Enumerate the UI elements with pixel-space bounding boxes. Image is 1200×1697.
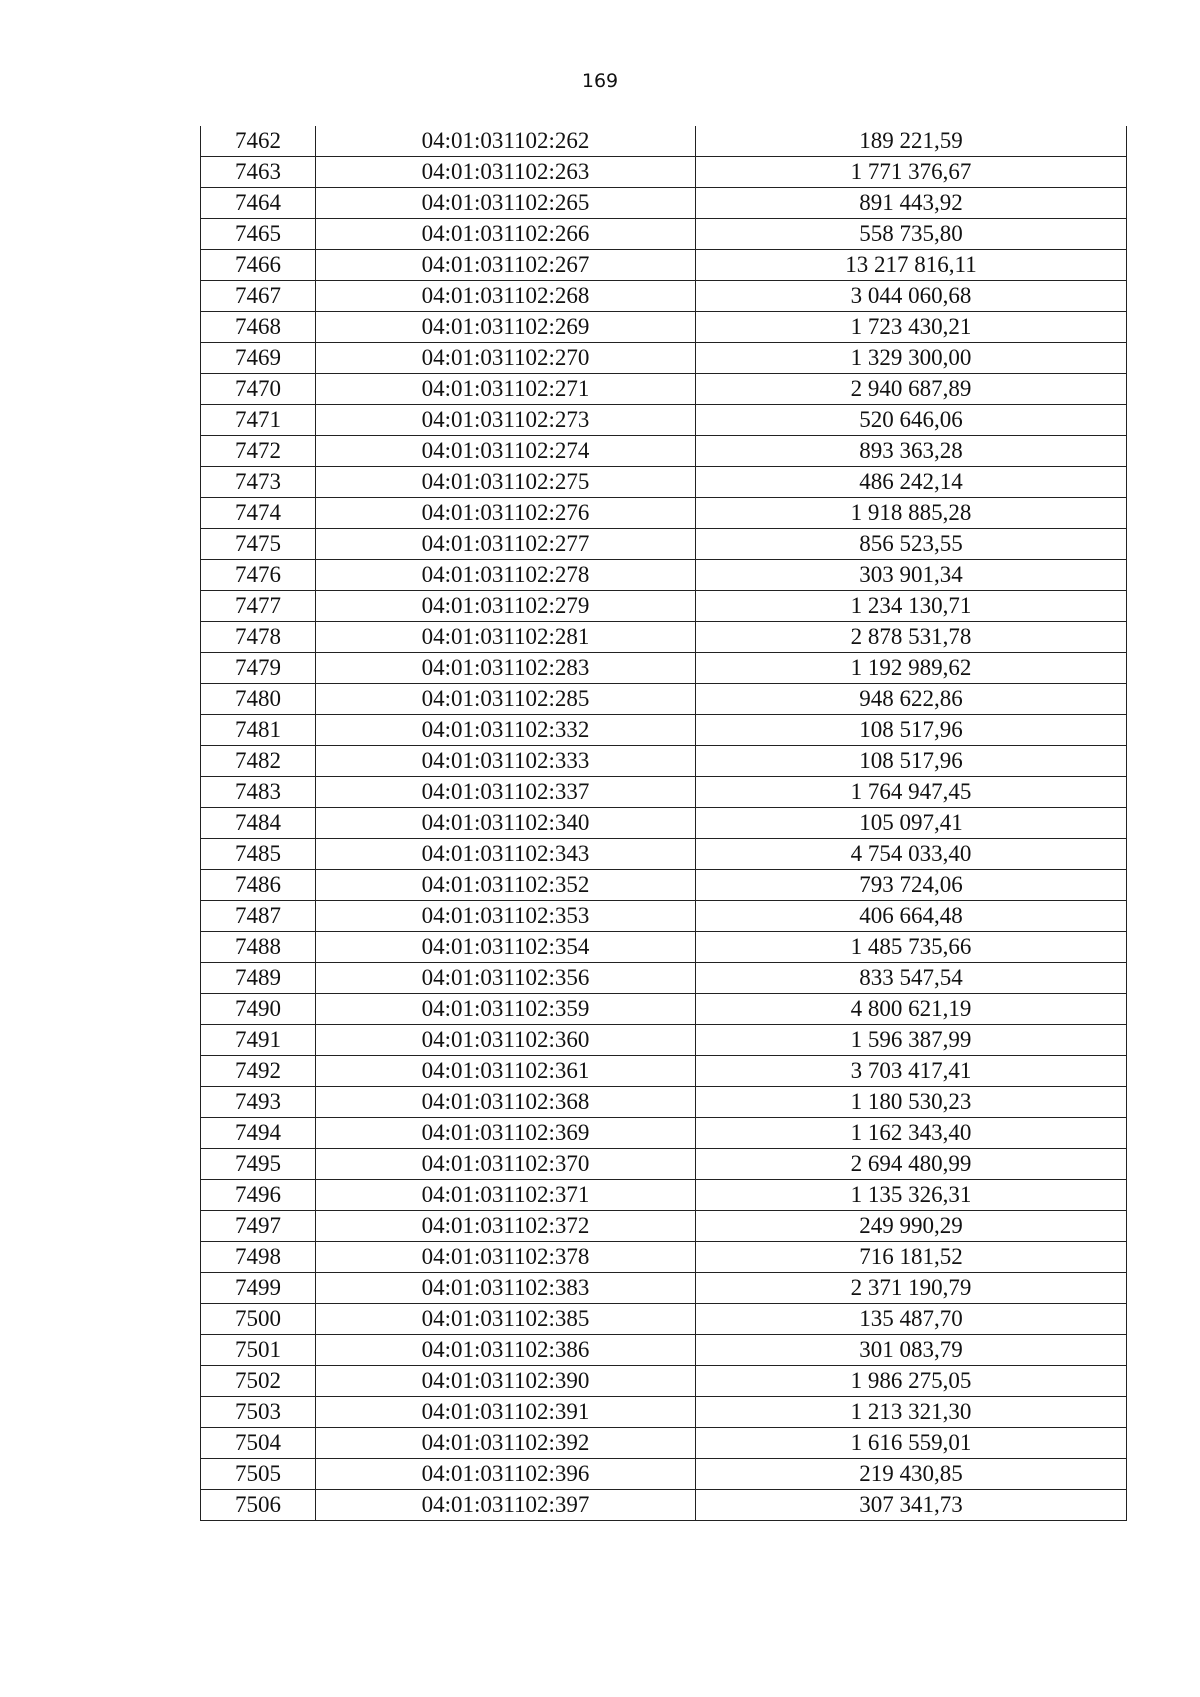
cadastral-number-cell: 04:01:031102:263: [316, 157, 696, 188]
cadastral-value-cell: 4 754 033,40: [696, 839, 1127, 870]
table-row: [201, 715, 1127, 746]
table-row: [201, 1428, 1127, 1459]
row-number-cell: 7470: [201, 374, 316, 405]
cadastral-number-cell: 04:01:031102:281: [316, 622, 696, 653]
table-row: [201, 467, 1127, 498]
table-row: [201, 1087, 1127, 1118]
cadastral-number-cell: 04:01:031102:359: [316, 994, 696, 1025]
cadastral-value-cell: 1 180 530,23: [696, 1087, 1127, 1118]
cadastral-number-cell: 04:01:031102:361: [316, 1056, 696, 1087]
cadastral-value-cell: 2 694 480,99: [696, 1149, 1127, 1180]
row-number-cell: 7464: [201, 188, 316, 219]
cadastral-number-cell: 04:01:031102:276: [316, 498, 696, 529]
row-number-cell: 7466: [201, 250, 316, 281]
table-row: [201, 405, 1127, 436]
table-row: [201, 1490, 1127, 1521]
table-row: [201, 1304, 1127, 1335]
cadastral-value-cell: 108 517,96: [696, 715, 1127, 746]
table-row: [201, 436, 1127, 467]
page-number: 169: [581, 70, 619, 92]
cadastral-value-cell: 1 162 343,40: [696, 1118, 1127, 1149]
row-number-cell: 7475: [201, 529, 316, 560]
cadastral-value-cell: 486 242,14: [696, 467, 1127, 498]
cadastral-value-cell: 301 083,79: [696, 1335, 1127, 1366]
table-row: [201, 312, 1127, 343]
row-number-cell: 7483: [201, 777, 316, 808]
table-row: [201, 1459, 1127, 1490]
table-row: [201, 839, 1127, 870]
row-number-cell: 7479: [201, 653, 316, 684]
table-row: [201, 622, 1127, 653]
cadastral-value-cell: 13 217 816,11: [696, 250, 1127, 281]
table-row: [201, 777, 1127, 808]
table-row: [201, 1211, 1127, 1242]
cadastral-number-cell: 04:01:031102:262: [316, 126, 696, 157]
row-number-cell: 7472: [201, 436, 316, 467]
cadastral-number-cell: 04:01:031102:275: [316, 467, 696, 498]
cadastral-number-cell: 04:01:031102:360: [316, 1025, 696, 1056]
cadastral-number-cell: 04:01:031102:337: [316, 777, 696, 808]
row-number-cell: 7492: [201, 1056, 316, 1087]
table-row: [201, 126, 1127, 157]
table-body: [201, 126, 1127, 1521]
cadastral-number-cell: 04:01:031102:352: [316, 870, 696, 901]
cadastral-value-cell: 1 192 989,62: [696, 653, 1127, 684]
cadastral-number-cell: 04:01:031102:266: [316, 219, 696, 250]
row-number-cell: 7473: [201, 467, 316, 498]
table-row: [201, 343, 1127, 374]
row-number-cell: 7493: [201, 1087, 316, 1118]
table-row: [201, 901, 1127, 932]
cadastral-value-cell: 303 901,34: [696, 560, 1127, 591]
row-number-cell: 7491: [201, 1025, 316, 1056]
row-number-cell: 7496: [201, 1180, 316, 1211]
cadastral-value-cell: 833 547,54: [696, 963, 1127, 994]
cadastral-number-cell: 04:01:031102:332: [316, 715, 696, 746]
row-number-cell: 7477: [201, 591, 316, 622]
cadastral-value-cell: 1 616 559,01: [696, 1428, 1127, 1459]
cadastral-value-cell: 105 097,41: [696, 808, 1127, 839]
cadastral-number-cell: 04:01:031102:283: [316, 653, 696, 684]
row-number-cell: 7474: [201, 498, 316, 529]
cadastral-value-cell: 1 213 321,30: [696, 1397, 1127, 1428]
row-number-cell: 7488: [201, 932, 316, 963]
cadastral-value-cell: 716 181,52: [696, 1242, 1127, 1273]
cadastral-number-cell: 04:01:031102:270: [316, 343, 696, 374]
row-number-cell: 7504: [201, 1428, 316, 1459]
cadastral-value-cell: 2 878 531,78: [696, 622, 1127, 653]
cadastral-number-cell: 04:01:031102:369: [316, 1118, 696, 1149]
cadastral-number-cell: 04:01:031102:378: [316, 1242, 696, 1273]
cadastral-value-cell: 4 800 621,19: [696, 994, 1127, 1025]
cadastral-value-cell: 1 771 376,67: [696, 157, 1127, 188]
cadastral-number-cell: 04:01:031102:279: [316, 591, 696, 622]
row-number-cell: 7490: [201, 994, 316, 1025]
cadastral-number-cell: 04:01:031102:343: [316, 839, 696, 870]
table-row: [201, 1366, 1127, 1397]
cadastral-number-cell: 04:01:031102:268: [316, 281, 696, 312]
table-row: [201, 1273, 1127, 1304]
cadastral-number-cell: 04:01:031102:383: [316, 1273, 696, 1304]
row-number-cell: 7501: [201, 1335, 316, 1366]
row-number-cell: 7503: [201, 1397, 316, 1428]
row-number-cell: 7478: [201, 622, 316, 653]
cadastral-value-cell: 893 363,28: [696, 436, 1127, 467]
cadastral-value-cell: 1 918 885,28: [696, 498, 1127, 529]
cadastral-number-cell: 04:01:031102:353: [316, 901, 696, 932]
cadastral-value-cell: 856 523,55: [696, 529, 1127, 560]
row-number-cell: 7489: [201, 963, 316, 994]
cadastral-value-cell: 406 664,48: [696, 901, 1127, 932]
cadastral-value-cell: 2 371 190,79: [696, 1273, 1127, 1304]
cadastral-number-cell: 04:01:031102:277: [316, 529, 696, 560]
row-number-cell: 7465: [201, 219, 316, 250]
cadastral-number-cell: 04:01:031102:354: [316, 932, 696, 963]
cadastral-number-cell: 04:01:031102:278: [316, 560, 696, 591]
cadastral-value-cell: 135 487,70: [696, 1304, 1127, 1335]
row-number-cell: 7487: [201, 901, 316, 932]
table-row: [201, 932, 1127, 963]
cadastral-number-cell: 04:01:031102:274: [316, 436, 696, 467]
cadastral-number-cell: 04:01:031102:392: [316, 1428, 696, 1459]
cadastral-value-table: [200, 126, 1127, 1521]
cadastral-value-cell: 558 735,80: [696, 219, 1127, 250]
cadastral-value-cell: 1 234 130,71: [696, 591, 1127, 622]
table-row: [201, 1025, 1127, 1056]
row-number-cell: 7462: [201, 126, 316, 157]
table-row: [201, 653, 1127, 684]
table-row: [201, 1397, 1127, 1428]
row-number-cell: 7484: [201, 808, 316, 839]
cadastral-number-cell: 04:01:031102:356: [316, 963, 696, 994]
row-number-cell: 7476: [201, 560, 316, 591]
cadastral-number-cell: 04:01:031102:340: [316, 808, 696, 839]
cadastral-value-cell: 249 990,29: [696, 1211, 1127, 1242]
cadastral-value-cell: 108 517,96: [696, 746, 1127, 777]
cadastral-number-cell: 04:01:031102:368: [316, 1087, 696, 1118]
cadastral-value-cell: 219 430,85: [696, 1459, 1127, 1490]
table-row: [201, 870, 1127, 901]
cadastral-number-cell: 04:01:031102:396: [316, 1459, 696, 1490]
row-number-cell: 7469: [201, 343, 316, 374]
cadastral-value-cell: 1 329 300,00: [696, 343, 1127, 374]
table-row: [201, 746, 1127, 777]
row-number-cell: 7506: [201, 1490, 316, 1521]
table-row: [201, 591, 1127, 622]
row-number-cell: 7480: [201, 684, 316, 715]
cadastral-value-cell: 1 986 275,05: [696, 1366, 1127, 1397]
row-number-cell: 7500: [201, 1304, 316, 1335]
row-number-cell: 7471: [201, 405, 316, 436]
cadastral-value-cell: 1 764 947,45: [696, 777, 1127, 808]
cadastral-value-cell: 520 646,06: [696, 405, 1127, 436]
cadastral-value-cell: 1 135 326,31: [696, 1180, 1127, 1211]
cadastral-number-cell: 04:01:031102:391: [316, 1397, 696, 1428]
table-row: [201, 808, 1127, 839]
table-row: [201, 1242, 1127, 1273]
table-row: [201, 219, 1127, 250]
row-number-cell: 7467: [201, 281, 316, 312]
table-row: [201, 250, 1127, 281]
row-number-cell: 7482: [201, 746, 316, 777]
cadastral-number-cell: 04:01:031102:265: [316, 188, 696, 219]
cadastral-value-cell: 891 443,92: [696, 188, 1127, 219]
cadastral-value-cell: 3 044 060,68: [696, 281, 1127, 312]
cadastral-value-cell: 189 221,59: [696, 126, 1127, 157]
cadastral-value-cell: 3 703 417,41: [696, 1056, 1127, 1087]
cadastral-number-cell: 04:01:031102:385: [316, 1304, 696, 1335]
table-row: [201, 498, 1127, 529]
cadastral-value-cell: 1 723 430,21: [696, 312, 1127, 343]
row-number-cell: 7502: [201, 1366, 316, 1397]
cadastral-number-cell: 04:01:031102:371: [316, 1180, 696, 1211]
table-row: [201, 963, 1127, 994]
table-row: [201, 560, 1127, 591]
cadastral-value-cell: 307 341,73: [696, 1490, 1127, 1521]
cadastral-number-cell: 04:01:031102:397: [316, 1490, 696, 1521]
cadastral-number-cell: 04:01:031102:267: [316, 250, 696, 281]
cadastral-number-cell: 04:01:031102:269: [316, 312, 696, 343]
table-row: [201, 157, 1127, 188]
cadastral-number-cell: 04:01:031102:386: [316, 1335, 696, 1366]
row-number-cell: 7468: [201, 312, 316, 343]
table-row: [201, 281, 1127, 312]
table-row: [201, 1118, 1127, 1149]
row-number-cell: 7485: [201, 839, 316, 870]
row-number-cell: 7495: [201, 1149, 316, 1180]
cadastral-number-cell: 04:01:031102:285: [316, 684, 696, 715]
table-row: [201, 684, 1127, 715]
row-number-cell: 7499: [201, 1273, 316, 1304]
cadastral-number-cell: 04:01:031102:333: [316, 746, 696, 777]
cadastral-value-cell: 948 622,86: [696, 684, 1127, 715]
cadastral-value-cell: 2 940 687,89: [696, 374, 1127, 405]
row-number-cell: 7481: [201, 715, 316, 746]
table-row: [201, 529, 1127, 560]
cadastral-number-cell: 04:01:031102:370: [316, 1149, 696, 1180]
row-number-cell: 7505: [201, 1459, 316, 1490]
table-row: [201, 188, 1127, 219]
table-row: [201, 1149, 1127, 1180]
row-number-cell: 7463: [201, 157, 316, 188]
cadastral-value-cell: 1 485 735,66: [696, 932, 1127, 963]
table-row: [201, 994, 1127, 1025]
cadastral-number-cell: 04:01:031102:273: [316, 405, 696, 436]
row-number-cell: 7498: [201, 1242, 316, 1273]
cadastral-number-cell: 04:01:031102:372: [316, 1211, 696, 1242]
cadastral-value-cell: 793 724,06: [696, 870, 1127, 901]
cadastral-value-cell: 1 596 387,99: [696, 1025, 1127, 1056]
table-row: [201, 1335, 1127, 1366]
row-number-cell: 7494: [201, 1118, 316, 1149]
table-row: [201, 1056, 1127, 1087]
cadastral-number-cell: 04:01:031102:271: [316, 374, 696, 405]
cadastral-number-cell: 04:01:031102:390: [316, 1366, 696, 1397]
table-row: [201, 1180, 1127, 1211]
row-number-cell: 7497: [201, 1211, 316, 1242]
row-number-cell: 7486: [201, 870, 316, 901]
table-row: [201, 374, 1127, 405]
